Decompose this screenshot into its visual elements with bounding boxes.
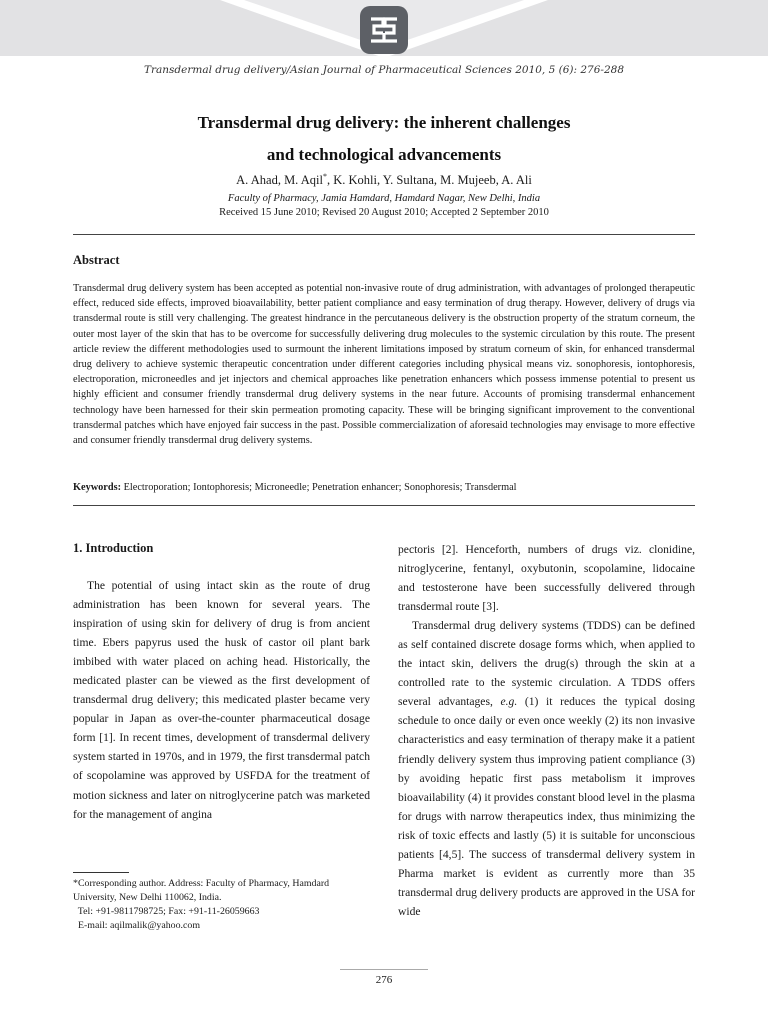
tdds-eg: e.g.: [500, 695, 518, 709]
section-heading-introduction: 1. Introduction: [73, 541, 154, 555]
column-left: [73, 576, 370, 824]
article-title-line2: and technological advancements: [266, 145, 502, 164]
footnote-line: *Corresponding author. Address: Faculty of Pharmacy, Hamdard: [73, 878, 330, 889]
corresponding-mark: *: [322, 172, 327, 181]
page-number: 276: [375, 974, 393, 986]
column-right: [398, 540, 695, 921]
article-title-line1: Transdermal drug delivery: the inherent challenges: [197, 113, 571, 132]
abstract-body: Transdermal drug delivery system has been accepted as potential non-invasive route of drug administration, with advantages of prolonged therapeutic effect, reduced side effects, improved bioavailability, better patient compliance and easy termination of drug therapy. However, delivery of drugs via transdermal route is still very challenging. The greatest hindrance in the percutaneous delivery is the obstruction property of the stratum corneum, the outer most layer of the skin that has to be overcome for successfully delivering drug molecules to the systemic circulation by this route. The present article review the different methodologies used to surmount the inherent limitations imposed by stratum corneum of skin, for enhanced transdermal drug delivery to achieve systemic therapeutic concentration under different categories including physical means viz. sonophoresis, iontophoresis, electroporation, microneedles and jet injectors and chemical approaches like penetration enhancers which possess immense potential to present us highly efficient and consumer friendly transdermal drug delivery systems in the near future. Accounts of promising transdermal enhancement technology have been harnessed for their skin permeation promoting capacity. These will be bringing significant improvement to the conventional transdermal patches which have enjoyed fair success in the past. Possible commercialization of aforesaid technologies may envisage to more effective and consumer friendly transdermal drug delivery systems.: [73, 283, 695, 447]
intro-paragraph-2: [398, 616, 695, 921]
authors-rest: , K. Kohli, Y. Sultana, M. Mujeeb, A. Ali: [326, 173, 532, 188]
intro-paragraph-continued: pectoris [2]. Henceforth, numbers of drugs viz. clonidine, nitroglycerine, fentanyl, oxybutonin, scopolamine, lidocaine and testosterone have been successfully delivered through transdermal route [3].: [398, 543, 695, 614]
footnote-email: E-mail: aqilmalik@yahoo.com: [73, 920, 201, 931]
tdds-text-a: Transdermal drug delivery systems (TDDS) can be defined as self contained discrete dosage forms which, when applied to the intact skin, delivers the drug(s) through the skin at a controlled rate to the systemic circulation. A TDDS offers several advantages,: [398, 619, 695, 709]
footnote-line: University, New Delhi 110062, India.: [73, 892, 222, 903]
intro-paragraph-1: The potential of using intact skin as the route of drug administration has been known for several years. The inspiration of using skin for delivery of drug is from ancient time. Ebers papyrus used the husk of castor oil plant bark imbibed with water placed on aching head. Historically, the medicated plaster can be viewed as the first development of transdermal drug delivery; this medicated plaster became very popular in Japan as over-the-counter pharmaceutical dosage form [1]. In recent times, development of transdermal delivery system started in 1970s, and in 1979, the first transdermal patch of scopolamine was approved by USFDA for the treatment of motion sickness and later on nitroglycerine patch was marketed for the management of angina: [73, 579, 370, 821]
divider-top: [73, 234, 695, 235]
abstract-heading: Abstract: [73, 253, 120, 267]
journal-logo: [360, 6, 408, 54]
footnote-rule: [73, 872, 129, 873]
keywords-list: Electroporation; Iontophoresis; Microneedle; Penetration enhancer; Sonophoresis; Transdermal: [121, 482, 517, 493]
author-list: [0, 172, 768, 188]
keywords-label: Keywords:: [73, 482, 122, 493]
footnote-line: Tel: +91-9811798725; Fax: +91-11-26059663: [73, 906, 260, 917]
footnote: [73, 877, 373, 933]
authors-first: A. Ahad, M. Aqil: [236, 173, 323, 188]
tdds-text-b: (1) it reduces the typical dosing schedule to once daily or even once weekly (2) its non invasive characteristics and easy termination of therapy make it a patient friendly delivery system thus improving patient compliance (3) by avoiding hepatic first pass metabolism it improves bioavailability (4) it provides constant blood level in the plasma for drugs with narrow therapeutics index, thus minimizing the risk of toxic effects and lastly (5) it is suitable for unconscious patients [4,5]. The success of transdermal delivery system in Pharma market is evident as currently more than 35 transdermal drug delivery products are approved in the USA for wide: [398, 695, 696, 918]
keywords: [73, 482, 695, 493]
affiliation: Faculty of Pharmacy, Jamia Hamdard, Hamdard Nagar, New Delhi, India: [227, 193, 541, 204]
page-number-rule: [340, 969, 428, 970]
running-head: Transdermal drug delivery/Asian Journal of Pharmaceutical Sciences 2010, 5 (6): 276-288: [143, 64, 625, 76]
divider-bottom: [73, 505, 695, 506]
received-dates: Received 15 June 2010; Revised 20 August 2010; Accepted 2 September 2010: [219, 207, 549, 218]
